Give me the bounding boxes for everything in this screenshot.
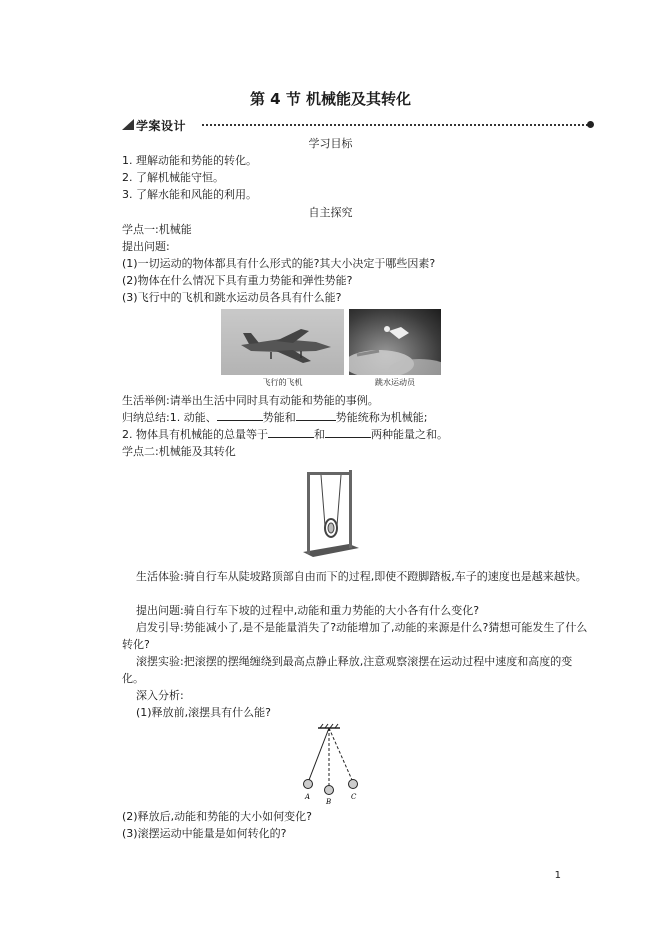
rolling-pendulum-apparatus: [301, 466, 361, 558]
life-experience: 生活体验:骑自行车从陡坡路顶部自由而下的过程,即使不蹬脚踏板,车子的速度也是越来越快。: [136, 570, 587, 583]
hint-text: 启发引导:势能减小了,是不是能量消失了?动能增加了,动能的来源是什么?猜想可能发生了什么转化?: [122, 621, 588, 651]
objectives-heading: 学习目标: [308, 137, 353, 150]
answer-blank[interactable]: [217, 409, 263, 421]
summary-text: 势能统称为机械能;: [335, 411, 428, 424]
label-c: C: [351, 793, 357, 801]
question-1: (1)一切运动的物体都具有什么形式的能?其大小决定于哪些因素?: [122, 257, 436, 270]
analysis-question-1: (1)释放前,滚摆具有什么能?: [136, 706, 271, 719]
summary-text: 和: [314, 428, 325, 441]
label-a: A: [305, 793, 311, 801]
point2-heading: 学点二:机械能及其转化: [122, 445, 236, 458]
answer-blank[interactable]: [296, 409, 336, 421]
ask-label: 提出问题:: [122, 240, 170, 253]
section-banner: [118, 117, 594, 133]
summary-text: 势能和: [262, 411, 296, 424]
answer-blank[interactable]: [325, 426, 371, 438]
analysis-question-3: (3)滚摆运动中能量是如何转化的?: [122, 827, 287, 840]
diver-photo: [349, 309, 441, 375]
plane-photo: [221, 309, 344, 375]
summary-line-1: [122, 409, 427, 426]
summary-text: 2. 物体具有机械能的总量等于: [122, 428, 268, 441]
page-number: 1: [554, 870, 561, 881]
explore-heading: 自主探究: [308, 206, 353, 219]
objective-item: 3. 了解水能和风能的利用。: [122, 188, 257, 201]
banner-label: 学案设计: [136, 119, 187, 133]
analysis-label: 深入分析:: [136, 689, 184, 702]
summary-text: 两种能量之和。: [371, 428, 448, 441]
diver-icon: [349, 309, 441, 375]
label-b: B: [326, 798, 332, 806]
banner-dotted-line: [202, 124, 588, 126]
banner-end-dot-icon: [587, 121, 594, 128]
summary-text: 归纳总结:1. 动能、: [122, 411, 217, 424]
answer-blank[interactable]: [268, 426, 314, 438]
diver-caption: 跳水运动员: [375, 378, 415, 387]
ask-question-2: 提出问题:骑自行车下坡的过程中,动能和重力势能的大小各有什么变化?: [136, 604, 480, 617]
life-example: 生活举例:请举出生活中同时具有动能和势能的事例。: [122, 394, 379, 407]
page-title: 第 4 节 机械能及其转化: [249, 90, 412, 108]
point1-heading: 学点一:机械能: [122, 223, 192, 236]
objective-item: 2. 了解机械能守恒。: [122, 171, 224, 184]
summary-line-2: [122, 426, 448, 443]
analysis-question-2: (2)释放后,动能和势能的大小如何变化?: [122, 810, 312, 823]
objective-item: 1. 理解动能和势能的转化。: [122, 154, 257, 167]
pendulum-diagram: [296, 722, 368, 806]
plane-icon: [221, 309, 344, 375]
banner-triangle-icon: [122, 119, 134, 130]
question-3: (3)飞行中的飞机和跳水运动员各具有什么能?: [122, 291, 342, 304]
question-2: (2)物体在什么情况下具有重力势能和弹性势能?: [122, 274, 353, 287]
plane-caption: 飞行的飞机: [262, 378, 303, 387]
experiment-text: 滚摆实验:把滚摆的摆绳缠绕到最高点静止释放,注意观察滚摆在运动过程中速度和高度的变化。: [122, 655, 573, 685]
